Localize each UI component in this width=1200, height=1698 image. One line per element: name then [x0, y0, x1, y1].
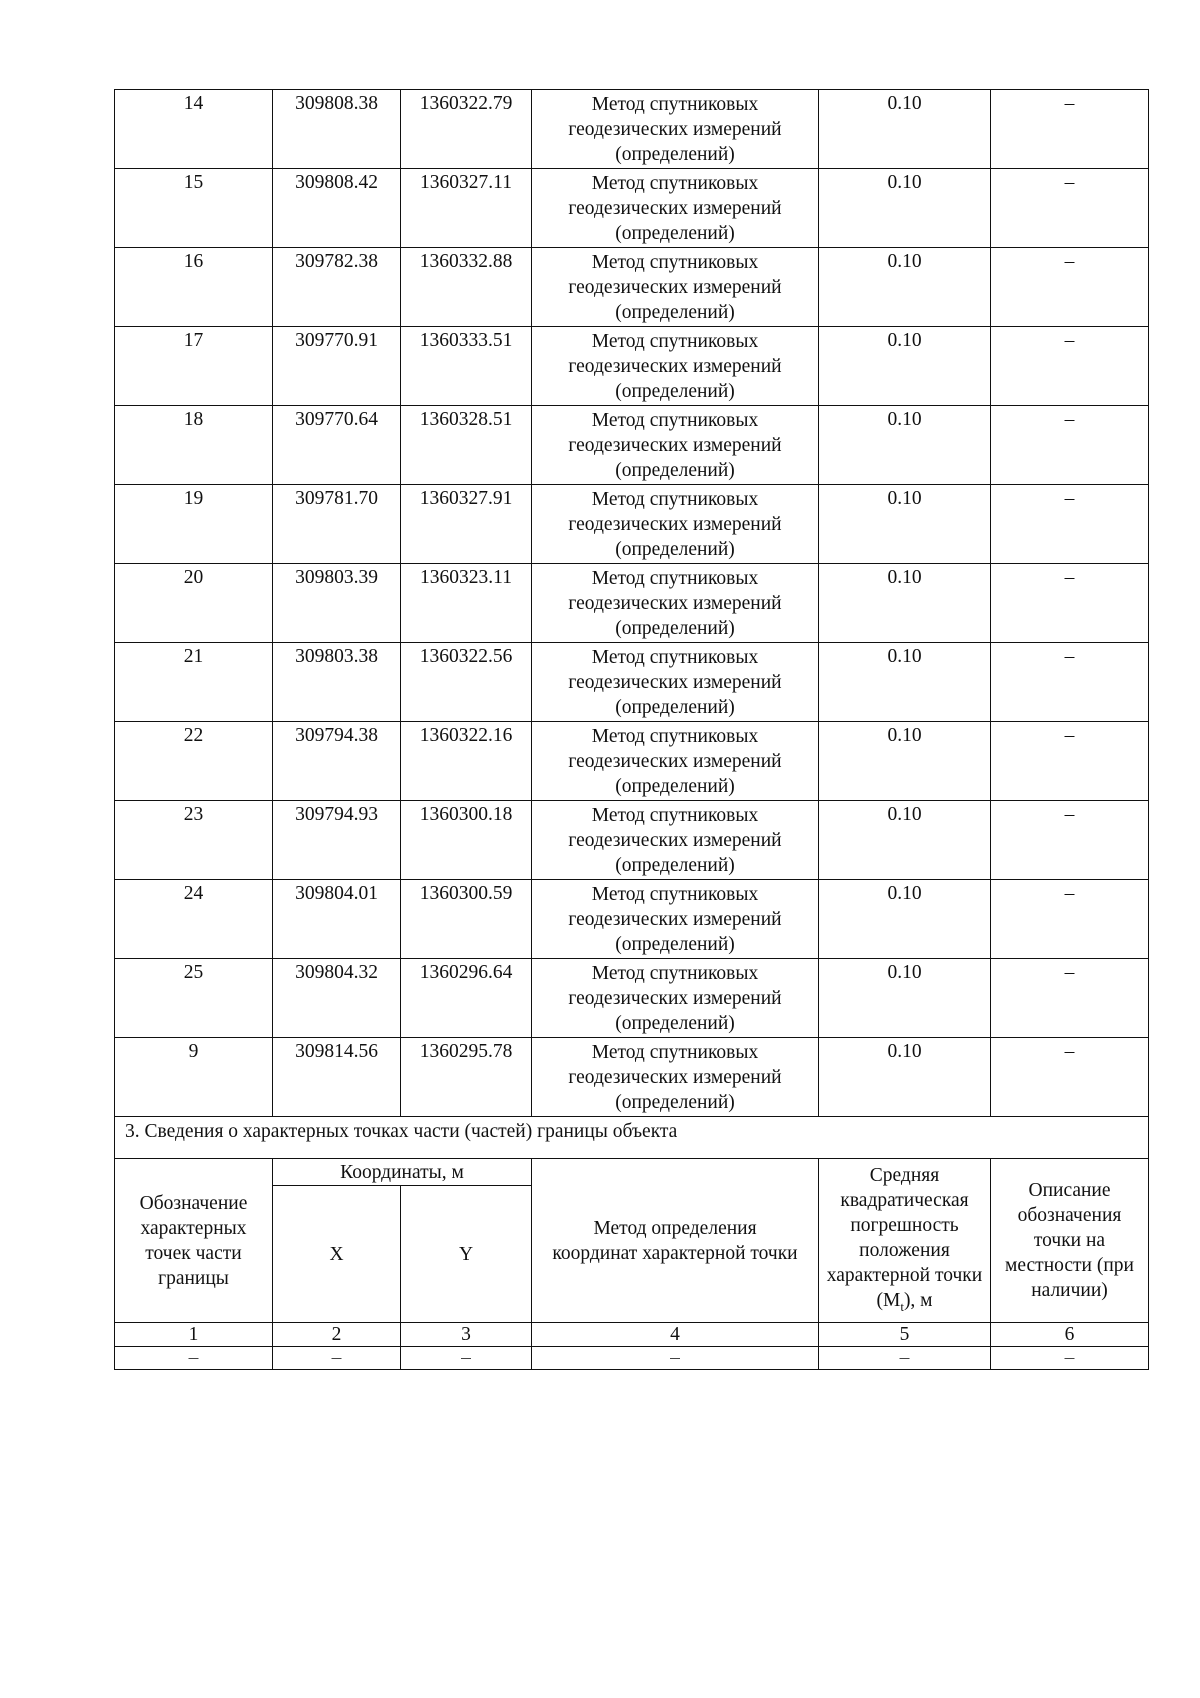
x-coordinate: [273, 485, 401, 564]
point-description-text: –: [1064, 962, 1075, 983]
mean-square-error: [819, 1038, 991, 1117]
method-of-determination: [532, 169, 819, 248]
empty-cell: –: [991, 1347, 1149, 1370]
method-of-determination-text: Метод спутниковых геодезических измерений (определений): [568, 489, 782, 560]
point-description-text: –: [1064, 172, 1075, 193]
y-coordinate-text: 1360327.11: [420, 172, 512, 193]
point-number: [115, 327, 273, 406]
point-description: [991, 722, 1149, 801]
x-coordinate-text: 309808.38: [295, 93, 378, 114]
y-coordinate: [401, 327, 532, 406]
point-number: [115, 801, 273, 880]
point-row: [115, 1038, 1149, 1117]
point-description: [991, 485, 1149, 564]
x-coordinate: [273, 406, 401, 485]
mean-square-error: [819, 406, 991, 485]
point-number: [115, 248, 273, 327]
x-coordinate-text: 309782.38: [295, 251, 378, 272]
method-of-determination-text: Метод спутниковых геодезических измерений (определений): [568, 94, 782, 165]
x-coordinate: [273, 1038, 401, 1117]
column-number: 2: [273, 1323, 401, 1347]
method-of-determination: [532, 880, 819, 959]
x-coordinate-text: 309804.01: [295, 883, 378, 904]
point-number-text: 23: [183, 804, 204, 825]
column-number: 3: [401, 1323, 532, 1347]
y-coordinate: [401, 564, 532, 643]
x-coordinate: [273, 722, 401, 801]
x-coordinate-text: 309814.56: [295, 1041, 378, 1062]
point-description: [991, 564, 1149, 643]
y-coordinate-text: 1360296.64: [419, 962, 513, 983]
point-number: [115, 564, 273, 643]
mean-square-error: [819, 169, 991, 248]
method-of-determination: [532, 643, 819, 722]
mean-square-error-text: 0.10: [887, 172, 922, 193]
point-description: [991, 169, 1149, 248]
y-coordinate: [401, 801, 532, 880]
section-3-title: 3. Сведения о характерных точках части (частей) границы объекта: [115, 1117, 1149, 1159]
point-description-text: –: [1064, 567, 1075, 588]
point-row: [115, 90, 1149, 169]
y-coordinate: [401, 248, 532, 327]
point-row: [115, 485, 1149, 564]
header-error-unit: ), м: [903, 1289, 933, 1311]
point-row: [115, 801, 1149, 880]
mean-square-error-text: 0.10: [887, 93, 922, 114]
mean-square-error: [819, 722, 991, 801]
mean-square-error-text: 0.10: [887, 409, 922, 430]
point-description: [991, 406, 1149, 485]
y-coordinate: [401, 643, 532, 722]
point-rows: [115, 90, 1149, 1117]
mean-square-error: [819, 564, 991, 643]
x-coordinate-text: 309803.38: [295, 646, 378, 667]
point-description: [991, 248, 1149, 327]
y-coordinate: [401, 90, 532, 169]
mean-square-error: [819, 90, 991, 169]
mean-square-error-text: 0.10: [887, 962, 922, 983]
method-of-determination-text: Метод спутниковых геодезических измерений (определений): [568, 331, 782, 402]
x-coordinate: [273, 880, 401, 959]
mean-square-error-text: 0.10: [887, 251, 922, 272]
y-coordinate: [401, 1038, 532, 1117]
y-coordinate-text: 1360323.11: [420, 567, 512, 588]
method-of-determination-text: Метод спутниковых геодезических измерений (определений): [568, 1042, 782, 1113]
point-number: [115, 90, 273, 169]
header-error: [819, 1159, 991, 1323]
boundary-points-table: [114, 89, 1149, 1370]
y-coordinate-text: 1360322.79: [419, 93, 513, 114]
y-coordinate-text: 1360332.88: [419, 251, 513, 272]
point-description: [991, 1038, 1149, 1117]
y-coordinate: [401, 406, 532, 485]
x-coordinate: [273, 643, 401, 722]
section-3-title-row: [115, 1117, 1149, 1159]
point-row: [115, 406, 1149, 485]
mean-square-error: [819, 959, 991, 1038]
point-row: [115, 564, 1149, 643]
point-number-text: 19: [183, 488, 204, 509]
y-coordinate-text: 1360300.59: [419, 883, 513, 904]
mean-square-error: [819, 880, 991, 959]
method-of-determination-text: Метод спутниковых геодезических измерений (определений): [568, 726, 782, 797]
mean-square-error-text: 0.10: [887, 567, 922, 588]
mean-square-error: [819, 485, 991, 564]
y-coordinate-text: 1360328.51: [419, 409, 513, 430]
empty-cell: –: [273, 1347, 401, 1370]
mean-square-error-text: 0.10: [887, 646, 922, 667]
point-description: [991, 801, 1149, 880]
boundary-points-document: [114, 89, 1148, 1370]
empty-cell: –: [819, 1347, 991, 1370]
point-description: [991, 643, 1149, 722]
empty-data-row: [115, 1347, 1149, 1370]
method-of-determination: [532, 327, 819, 406]
header-description: Описание обозначения точки на местности (при наличии): [991, 1159, 1149, 1323]
mean-square-error-text: 0.10: [887, 883, 922, 904]
header-error-subscript: t: [900, 1298, 904, 1314]
x-coordinate: [273, 169, 401, 248]
method-of-determination-text: Метод спутниковых геодезических измерений (определений): [568, 647, 782, 718]
x-coordinate-text: 309804.32: [295, 962, 378, 983]
point-description-text: –: [1064, 330, 1075, 351]
y-coordinate: [401, 880, 532, 959]
point-description-text: –: [1064, 646, 1075, 667]
x-coordinate: [273, 327, 401, 406]
point-description-text: –: [1064, 93, 1075, 114]
column-number: 5: [819, 1323, 991, 1347]
column-numbers-row: [115, 1323, 1149, 1347]
mean-square-error-text: 0.10: [887, 1041, 922, 1062]
mean-square-error-text: 0.10: [887, 330, 922, 351]
method-of-determination-text: Метод спутниковых геодезических измерений (определений): [568, 173, 782, 244]
empty-cell: –: [115, 1347, 273, 1370]
empty-cell: –: [532, 1347, 819, 1370]
point-description: [991, 959, 1149, 1038]
point-number-text: 22: [183, 725, 204, 746]
y-coordinate-text: 1360322.16: [419, 725, 513, 746]
point-number-text: 15: [183, 172, 204, 193]
y-coordinate: [401, 722, 532, 801]
method-of-determination: [532, 485, 819, 564]
point-description-text: –: [1064, 804, 1075, 825]
y-coordinate: [401, 959, 532, 1038]
mean-square-error-text: 0.10: [887, 725, 922, 746]
y-coordinate-text: 1360300.18: [419, 804, 513, 825]
point-row: [115, 959, 1149, 1038]
x-coordinate: [273, 564, 401, 643]
y-coordinate-text: 1360322.56: [419, 646, 513, 667]
point-number-text: 24: [183, 883, 204, 904]
point-number-text: 16: [183, 251, 204, 272]
method-of-determination: [532, 90, 819, 169]
empty-cell: –: [401, 1347, 532, 1370]
mean-square-error: [819, 327, 991, 406]
x-coordinate-text: 309803.39: [295, 567, 378, 588]
method-of-determination-text: Метод спутниковых геодезических измерений (определений): [568, 884, 782, 955]
point-description: [991, 327, 1149, 406]
point-number: [115, 485, 273, 564]
point-number: [115, 406, 273, 485]
method-of-determination: [532, 564, 819, 643]
point-number-text: 18: [183, 409, 204, 430]
point-number: [115, 722, 273, 801]
x-coordinate-text: 309808.42: [295, 172, 378, 193]
header-error-text: Средняя квадратическая погрешность положения характерной точки (M: [826, 1164, 983, 1311]
x-coordinate-text: 309794.93: [295, 804, 378, 825]
method-of-determination-text: Метод спутниковых геодезических измерений (определений): [568, 568, 782, 639]
y-coordinate-text: 1360333.51: [419, 330, 513, 351]
method-of-determination: [532, 722, 819, 801]
method-of-determination-text: Метод спутниковых геодезических измерений (определений): [568, 805, 782, 876]
method-of-determination-text: Метод спутниковых геодезических измерений (определений): [568, 963, 782, 1034]
point-row: [115, 643, 1149, 722]
point-row: [115, 169, 1149, 248]
point-description-text: –: [1064, 251, 1075, 272]
method-of-determination: [532, 801, 819, 880]
header-x: X: [273, 1186, 401, 1323]
y-coordinate-text: 1360295.78: [419, 1041, 513, 1062]
point-description-text: –: [1064, 488, 1075, 509]
method-of-determination-text: Метод спутниковых геодезических измерений (определений): [568, 410, 782, 481]
mean-square-error-text: 0.10: [887, 804, 922, 825]
mean-square-error-text: 0.10: [887, 488, 922, 509]
method-of-determination: [532, 959, 819, 1038]
x-coordinate-text: 309770.91: [295, 330, 378, 351]
point-number: [115, 169, 273, 248]
point-row: [115, 327, 1149, 406]
x-coordinate: [273, 90, 401, 169]
point-description: [991, 880, 1149, 959]
mean-square-error: [819, 801, 991, 880]
point-row: [115, 880, 1149, 959]
point-number-text: 9: [188, 1041, 199, 1062]
point-number: [115, 643, 273, 722]
point-row: [115, 248, 1149, 327]
point-row: [115, 722, 1149, 801]
point-number: [115, 1038, 273, 1117]
header-method: Метод определения координат характерной точки: [532, 1159, 819, 1323]
x-coordinate-text: 309770.64: [295, 409, 378, 430]
x-coordinate-text: 309781.70: [295, 488, 378, 509]
point-number-text: 14: [183, 93, 204, 114]
point-number: [115, 959, 273, 1038]
method-of-determination: [532, 248, 819, 327]
point-description-text: –: [1064, 409, 1075, 430]
point-description-text: –: [1064, 883, 1075, 904]
column-number: 1: [115, 1323, 273, 1347]
x-coordinate: [273, 801, 401, 880]
method-of-determination-text: Метод спутниковых геодезических измерений (определений): [568, 252, 782, 323]
point-number-text: 20: [183, 567, 204, 588]
point-description-text: –: [1064, 725, 1075, 746]
point-number-text: 25: [183, 962, 204, 983]
mean-square-error: [819, 643, 991, 722]
point-description-text: –: [1064, 1041, 1075, 1062]
y-coordinate: [401, 485, 532, 564]
point-number-text: 17: [183, 330, 204, 351]
y-coordinate-text: 1360327.91: [419, 488, 513, 509]
point-description: [991, 90, 1149, 169]
header-designation: Обозначение характерных точек части границы: [115, 1159, 273, 1323]
x-coordinate-text: 309794.38: [295, 725, 378, 746]
point-number-text: 21: [183, 646, 204, 667]
header-coordinates: Координаты, м: [273, 1159, 532, 1186]
header-y: Y: [401, 1186, 532, 1323]
method-of-determination: [532, 406, 819, 485]
mean-square-error: [819, 248, 991, 327]
x-coordinate: [273, 248, 401, 327]
method-of-determination: [532, 1038, 819, 1117]
x-coordinate: [273, 959, 401, 1038]
column-number: 4: [532, 1323, 819, 1347]
section-3-header-row: [115, 1159, 1149, 1186]
column-number: 6: [991, 1323, 1149, 1347]
y-coordinate: [401, 169, 532, 248]
point-number: [115, 880, 273, 959]
